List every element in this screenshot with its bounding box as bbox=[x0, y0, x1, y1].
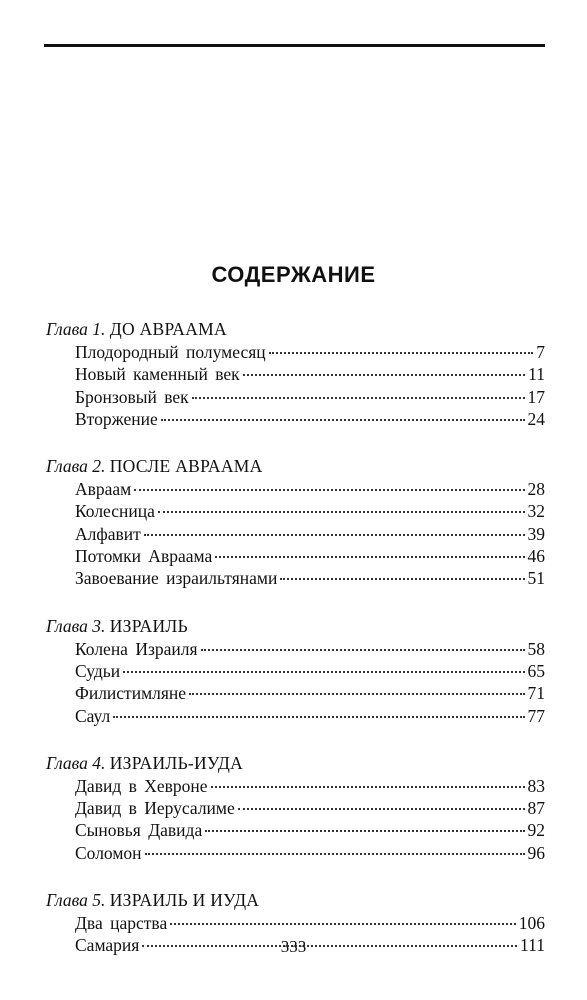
toc-entry bbox=[46, 567, 545, 589]
chapter-block bbox=[46, 752, 545, 864]
entry-title: Колесница bbox=[75, 501, 155, 522]
toc-entry bbox=[46, 341, 545, 363]
chapter-number: Глава 1. bbox=[46, 319, 106, 339]
entry-title: Соломон bbox=[75, 842, 142, 863]
dot-leader bbox=[170, 923, 516, 925]
chapter-heading bbox=[46, 615, 545, 638]
entry-page-number: 58 bbox=[527, 638, 545, 659]
entry-page-number: 24 bbox=[527, 408, 545, 429]
table-of-contents bbox=[46, 318, 545, 982]
chapter-number: Глава 3. bbox=[46, 615, 106, 636]
top-rule bbox=[44, 44, 545, 47]
chapter-heading bbox=[46, 752, 545, 775]
entry-page-number: 92 bbox=[527, 820, 545, 841]
entry-page-number: 96 bbox=[527, 842, 545, 863]
chapter-block bbox=[46, 615, 545, 727]
entry-page-number: 83 bbox=[527, 775, 545, 796]
entry-title: Вторжение bbox=[75, 408, 158, 429]
entry-page-number: 39 bbox=[527, 523, 545, 544]
entry-page-number: 46 bbox=[527, 546, 545, 567]
dot-leader bbox=[211, 786, 525, 788]
chapter-number: Глава 5. bbox=[46, 890, 106, 911]
entry-title: Завоевание израильтянами bbox=[75, 568, 278, 589]
entry-page-number: 32 bbox=[527, 501, 545, 522]
entry-page-number: 77 bbox=[527, 705, 545, 726]
toc-entry bbox=[46, 775, 545, 797]
chapter-title: ИЗРАИЛЬ И ИУДА bbox=[109, 890, 260, 911]
toc-entry bbox=[46, 705, 545, 727]
dot-leader bbox=[192, 397, 525, 399]
chapter-heading bbox=[46, 889, 545, 912]
toc-entry bbox=[46, 638, 545, 660]
entry-title: Авраам bbox=[75, 479, 132, 500]
entry-title: Колена Израиля bbox=[75, 638, 198, 659]
entry-title: Давид в Иерусалиме bbox=[75, 798, 235, 819]
entry-title: Судьи bbox=[75, 660, 121, 681]
chapter-title: ИЗРАИЛЬ-ИУДА bbox=[109, 752, 244, 773]
chapter-block bbox=[46, 455, 545, 589]
toc-entry bbox=[46, 842, 545, 864]
dot-leader bbox=[161, 419, 525, 421]
entry-page-number: 11 bbox=[528, 364, 545, 385]
dot-leader bbox=[243, 374, 525, 376]
entry-page-number: 71 bbox=[527, 683, 545, 704]
dot-leader bbox=[215, 556, 524, 558]
toc-entry bbox=[46, 682, 545, 704]
chapter-number: Глава 4. bbox=[46, 752, 106, 773]
toc-entry bbox=[46, 797, 545, 819]
entry-title: Новый каменный век bbox=[75, 364, 240, 385]
toc-entry bbox=[46, 363, 545, 385]
toc-entry bbox=[46, 545, 545, 567]
toc-entry bbox=[46, 523, 545, 545]
chapter-title: ПОСЛЕ АВРААМА bbox=[109, 456, 263, 477]
toc-entry bbox=[46, 386, 545, 408]
dot-leader bbox=[280, 578, 524, 580]
page-number: 333 bbox=[280, 937, 307, 956]
dot-leader bbox=[145, 853, 525, 855]
entry-title: Два царства bbox=[75, 913, 168, 934]
toc-entry bbox=[46, 660, 545, 682]
chapter-block bbox=[46, 318, 545, 430]
dot-leader bbox=[158, 511, 525, 513]
dot-leader bbox=[144, 534, 525, 536]
entry-title: Саул bbox=[75, 705, 111, 726]
dot-leader bbox=[113, 716, 524, 718]
entry-title: Плодородный полумесяц bbox=[75, 342, 266, 362]
dot-leader bbox=[201, 649, 525, 651]
dot-leader bbox=[205, 830, 524, 832]
entry-title: Алфавит bbox=[75, 523, 141, 544]
dot-leader bbox=[238, 808, 525, 810]
entry-page-number: 106 bbox=[518, 913, 545, 934]
page-title: СОДЕРЖАНИЕ bbox=[211, 262, 376, 287]
entry-title: Потомки Авраама bbox=[75, 546, 213, 567]
entry-page-number: 65 bbox=[527, 660, 545, 681]
entry-title: Бронзовый век bbox=[75, 386, 189, 407]
entry-title: Филистимляне bbox=[75, 683, 187, 704]
entry-page-number: 87 bbox=[527, 798, 545, 819]
entry-page-number: 28 bbox=[527, 479, 545, 500]
entry-page-number: 7 bbox=[536, 342, 545, 362]
entry-page-number: 111 bbox=[520, 935, 545, 956]
chapter-title: ИЗРАИЛЬ bbox=[109, 615, 188, 636]
entry-title: Давид в Хевроне bbox=[75, 775, 208, 796]
chapter-heading bbox=[46, 455, 545, 478]
entry-title: Сыновья Давида bbox=[75, 820, 203, 841]
chapter-heading bbox=[46, 318, 545, 341]
chapter-title: ДО АВРААМА bbox=[109, 319, 227, 339]
entry-page-number: 51 bbox=[527, 568, 545, 589]
chapter-number: Глава 2. bbox=[46, 456, 106, 477]
toc-entry bbox=[46, 819, 545, 841]
dot-leader bbox=[269, 352, 534, 354]
toc-entry bbox=[46, 478, 545, 500]
toc-entry bbox=[46, 500, 545, 522]
dot-leader bbox=[189, 693, 524, 695]
entry-page-number: 17 bbox=[527, 386, 545, 407]
entry-title: Самария bbox=[75, 935, 140, 956]
toc-entry bbox=[46, 408, 545, 430]
toc-entry bbox=[46, 912, 545, 934]
dot-leader bbox=[134, 489, 524, 491]
dot-leader bbox=[123, 671, 524, 673]
